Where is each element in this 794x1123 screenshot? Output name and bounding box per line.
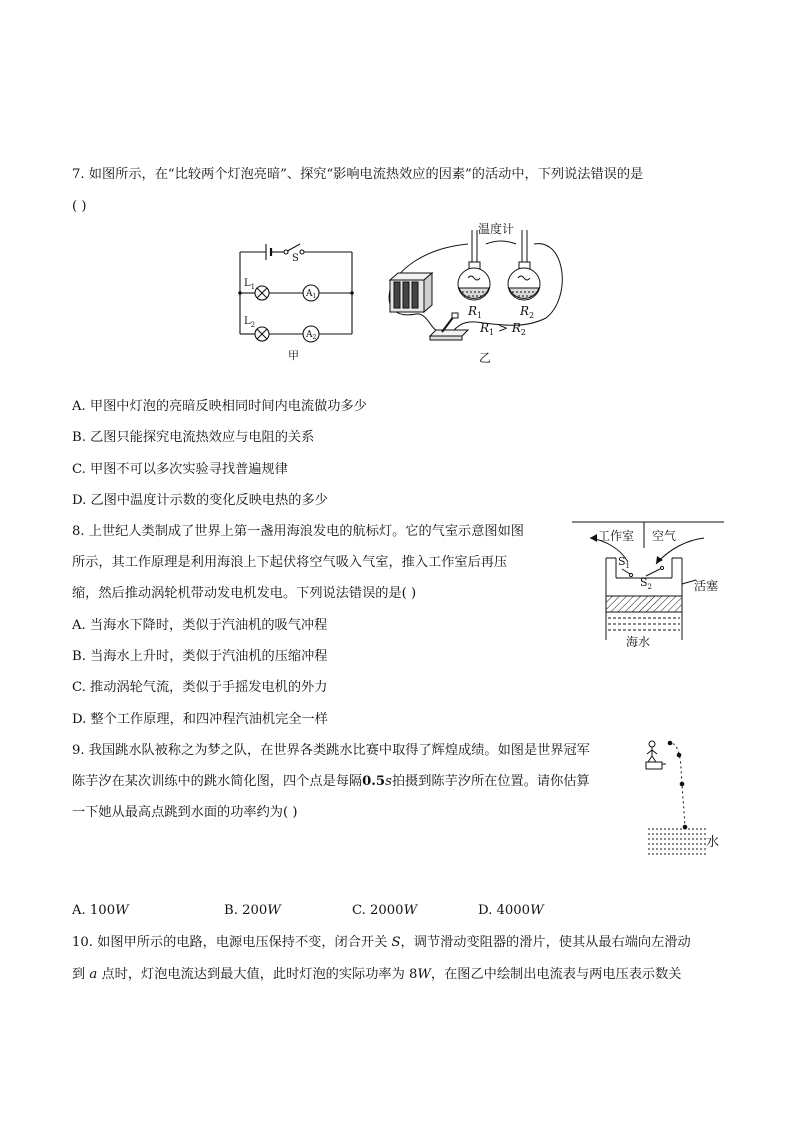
lamp-l2-label: $L_2$ <box>244 316 256 329</box>
q8-option-b: B. 当海水上升时，类似于汽油机的压缩冲程 <box>72 649 328 664</box>
q7-stem-line1: 7. 如图所示，在“比较两个灯泡亮暗”、探究“影响电流热效应的因素”的活动中，下列说法错误的是 <box>72 167 644 182</box>
q7-circuit-figure-jia <box>230 232 370 362</box>
q9-option-d <box>478 902 544 919</box>
q9-dive-figure <box>640 738 724 860</box>
workroom-label: 工作室 <box>598 529 635 543</box>
r2-label: $R_2$ <box>520 304 535 320</box>
trajectory-point <box>677 753 682 758</box>
q9-option-c-unit: W <box>403 903 418 918</box>
q8-option-d: D. 整个工作原理，和四冲程汽油机完全一样 <box>72 712 328 727</box>
q9-option-b-value: B. 200 <box>224 903 268 918</box>
q8-option-a: A. 当海水下降时，类似于汽油机的吸气冲程 <box>72 618 328 633</box>
q7-stem-line2: ( ) <box>72 199 87 214</box>
piston-label: 活塞 <box>694 579 719 593</box>
q10-line2-a: 到 <box>72 967 90 982</box>
q9-stem-line3: 一下她从最高点跳到水面的功率约为( ) <box>72 805 298 820</box>
water-label: 水 <box>706 835 720 850</box>
q7-option-d: D. 乙图中温度计示数的变化反映电热的多少 <box>72 493 328 508</box>
q9-stem-line1: 9. 我国跳水队被称之为梦之队，在世界各类跳水比赛中取得了辉煌成绩。如图是世界冠军 <box>72 743 590 758</box>
piston-shape <box>606 596 682 612</box>
s2-label: $S_2$ <box>640 576 653 591</box>
q7-option-a: A. 甲图中灯泡的亮暗反映相同时间内电流做功多少 <box>72 399 367 414</box>
trajectory-point <box>680 782 685 787</box>
q9-option-c <box>352 902 417 919</box>
s1-label: $S_1$ <box>618 555 631 570</box>
q10-switch-symbol: S <box>391 935 401 950</box>
r1-label: $R_1$ <box>468 304 483 320</box>
q8-stem-line3: 缩，然后推动涡轮机带动发电机发电。下列说法错误的是( ) <box>72 586 417 601</box>
ammeter-a2-label: $A_2$ <box>306 330 317 341</box>
q9-interval-unit: s <box>385 774 392 789</box>
q9-option-c-value: C. 2000 <box>352 903 404 918</box>
q10-stem-line2 <box>72 966 681 983</box>
q8-stem-line2: 所示，其工作原理是利用海浪上下起伏将空气吸入气室，推入工作室后再压 <box>72 555 508 570</box>
q10-line1-a: 10. 如图甲所示的电路，电源电压保持不变，闭合开关 <box>72 935 392 950</box>
q8-stem-line1: 8. 上世纪人类制成了世界上第一盏用海浪发电的航标灯。它的气室示意图如图 <box>72 524 524 539</box>
trajectory-point <box>668 741 673 746</box>
switch-s-label: S <box>292 253 299 264</box>
thermometer-label: 温度计 <box>478 222 515 236</box>
q9-line2-text-a: 陈芋汐在某次训练中的跳水简化图，四个点是每隔 <box>72 774 363 789</box>
q8-option-c: C. 推动涡轮气流，类似于手摇发电机的外力 <box>72 680 328 695</box>
figure-jia-caption: 甲 <box>288 349 299 362</box>
q9-option-d-value: D. 4000 <box>478 903 531 918</box>
q8-air-chamber-figure <box>570 518 730 653</box>
q9-option-a-unit: W <box>115 903 129 918</box>
q7-option-b: B. 乙图只能探究电流热效应与电阻的关系 <box>72 430 315 445</box>
q9-option-d-unit: W <box>530 903 544 918</box>
q10-line2-c: 点时，灯泡电流达到最大值，此时灯泡的实际功率为 8 <box>97 967 418 982</box>
q10-line1-c: ，调节滑动变阻器的滑片，使其从最右端向左滑动 <box>400 935 691 950</box>
q9-option-b <box>224 902 281 919</box>
q9-stem-line2 <box>72 773 590 790</box>
q9-interval-value: 0.5 <box>362 774 386 789</box>
q10-point-a: a <box>89 967 98 982</box>
q9-option-a-value: A. 100 <box>72 903 116 918</box>
q9-option-a <box>72 902 129 919</box>
q9-option-b-unit: W <box>267 903 281 918</box>
air-label: 空气 <box>652 529 677 543</box>
figure-yi-caption: 乙 <box>479 351 492 365</box>
q10-line2-e: ，在图乙中绘制出电流表与两电压表示数关 <box>430 967 682 982</box>
q7-heat-figure-yi <box>376 218 576 366</box>
ammeter-a1-label: $A_1$ <box>306 289 317 300</box>
q10-stem-line1 <box>72 934 691 951</box>
q7-option-c: C. 甲图不可以多次实验寻找普遍规律 <box>72 462 288 477</box>
q9-line2-text-d: 拍摄到陈芋汐所在位置。请你估算 <box>391 774 590 789</box>
seawater-label: 海水 <box>626 635 651 649</box>
q10-power-unit: W <box>417 967 431 982</box>
r1-greater-r2-label: $R_1 > R_2$ <box>480 321 526 337</box>
lamp-l1-label: $L_1$ <box>244 278 256 291</box>
